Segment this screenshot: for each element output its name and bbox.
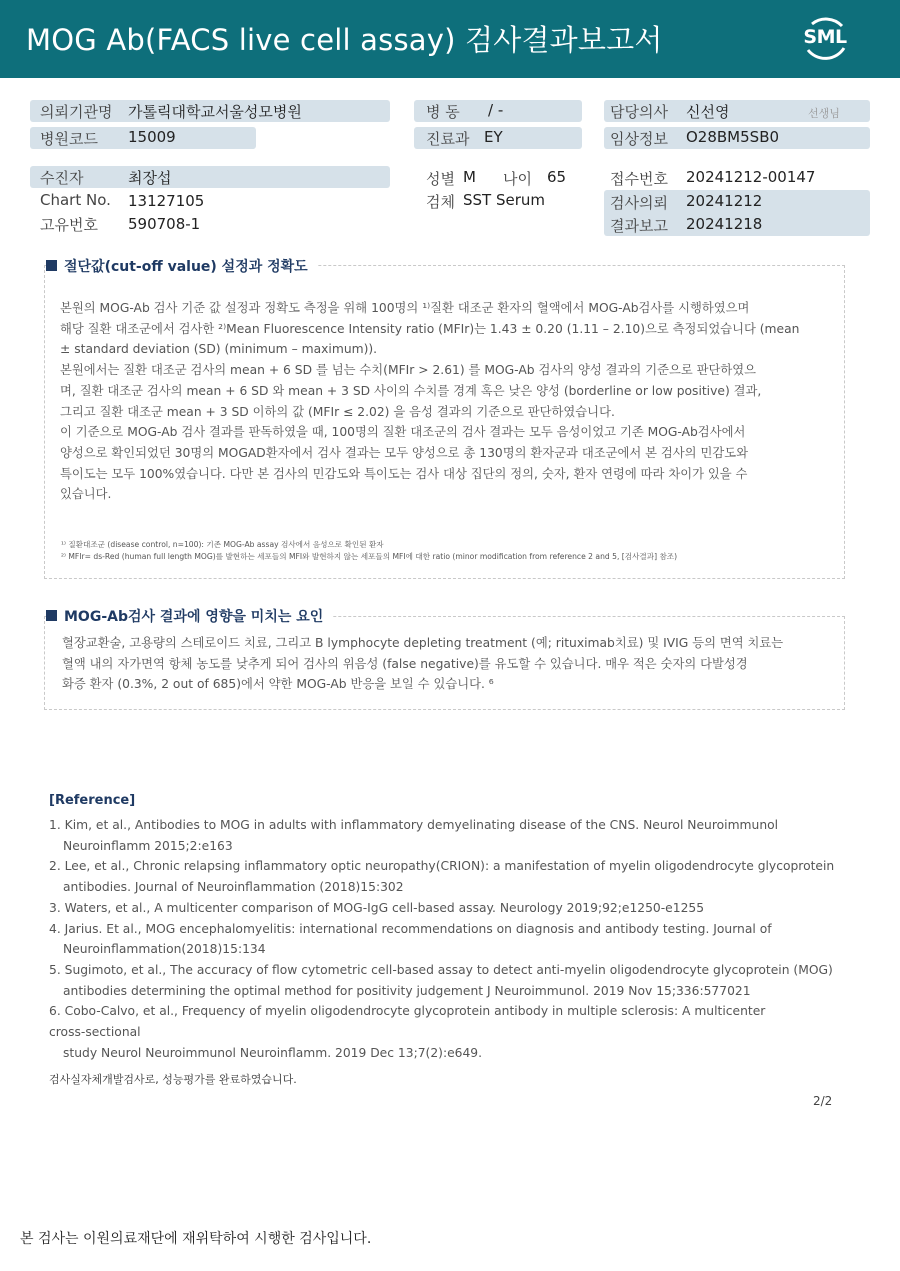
cutoff-section-title — [46, 256, 318, 276]
specimen-value: SST Serum — [463, 191, 546, 209]
reference-line: 3. Waters, et al., A multicenter comparison of MOG-IgG cell-based assay. Neurology 2019;92;e1250-e1255 — [49, 900, 705, 915]
logo-text: SML — [803, 26, 847, 48]
footnote-1: ¹⁾ 질환대조군 (disease control, n=100): 기존 MOG-Ab assay 검사에서 음성으로 확인된 환자 — [61, 540, 384, 549]
body-line: 본원의 MOG-Ab 검사 기준 값 설정과 정확도 측정을 위해 100명의 ¹⁾질환 대조군 환자의 혈액에서 MOG-Ab검사를 시행하였으며 — [60, 301, 750, 315]
unique-label: 고유번호 — [40, 216, 98, 234]
request-label: 검사의뢰 — [610, 194, 668, 212]
reference-line: 1. Kim, et al., Antibodies to MOG in adults with inflammatory demyelinating disease of the CNS. Neurol Neuroimmunol — [49, 818, 779, 832]
cutoff-section-title-text: 절단값(cut-off value) 설정과 정확도 — [64, 259, 308, 275]
age-value: 65 — [547, 168, 567, 186]
institution-label: 의뢰기관명 — [40, 103, 113, 121]
report-title: MOG Ab(FACS live cell assay) 검사결과보고서 — [26, 23, 663, 57]
clinical-info-value: O28BM5SB0 — [686, 128, 780, 146]
body-line: 이 기준으로 MOG-Ab 검사 결과를 판독하였을 때, 100명의 질환 대조군의 검사 결과는 모두 음성이었고 기존 MOG-Ab검사에서 — [60, 425, 746, 440]
sex-label: 성별 — [426, 170, 455, 188]
body-line: 해당 질환 대조군에서 검사한 ²⁾Mean Fluorescence Intensity ratio (MFIr)는 1.43 ± 0.20 (1.11 – 2.10)으로 측정되었습니다 (mean — [60, 321, 800, 336]
specimen-label: 검체 — [426, 193, 455, 211]
body-line: 화증 환자 (0.3%, 2 out of 685)에서 약한 MOG-Ab 반응을 보일 수 있습니다. ⁶ — [62, 677, 494, 692]
square-bullet-icon — [46, 260, 57, 271]
clinical-info-label: 임상정보 — [610, 130, 668, 148]
body-line: 특이도는 모두 100%였습니다. 다만 본 검사의 민감도와 특이도는 검사 대상 집단의 정의, 숫자, 환자 연령에 따라 차이가 있을 수 — [60, 466, 748, 481]
validation-note: 검사실자체개발검사로, 성능평가를 완료하였습니다. — [49, 1073, 297, 1086]
report-label: 결과보고 — [610, 217, 668, 235]
report-value: 20241218 — [686, 215, 763, 233]
patient-label: 수진자 — [40, 169, 84, 187]
doctor-value: 신선영 — [686, 103, 730, 121]
reference-line: 2. Lee, et al., Chronic relapsing inflammatory optic neuropathy(CRION): a manifestation of myelin oligodendrocyte glycoprotein — [49, 859, 835, 874]
department-label: 진료과 — [426, 130, 470, 148]
body-line: 혈장교환술, 고용량의 스테로이드 치료, 그리고 B lymphocyte depleting treatment (예; rituximab치료) 및 IVIG 등의 면역 치료는 — [62, 636, 784, 650]
factors-section-title — [46, 606, 333, 626]
reference-line: study Neurol Neuroimmunol Neuroinflamm. 2019 Dec 13;7(2):e649. — [63, 1045, 483, 1060]
reference-line: antibodies determining the optimal method for positivity judgement J Neuroimmunol. 2019 Nov 15;336:577021 — [63, 983, 751, 998]
reference-title: [Reference] — [49, 793, 136, 808]
body-line: 며, 질환 대조군 검사의 mean + 6 SD 와 mean + 3 SD 사이의 수치를 경계 혹은 낮은 양성 (borderline or low positive) 결과, — [60, 383, 762, 398]
page-number: 2/2 — [813, 1094, 833, 1108]
unique-value: 590708-1 — [128, 215, 201, 233]
department-value: EY — [484, 128, 503, 146]
cutoff-section-body — [60, 298, 799, 505]
patient-row-bg — [30, 166, 390, 188]
reference-line: 4. Jarius. Et al., MOG encephalomyelitis: international recommendations on diagnosis and antibody testing. Journal of — [49, 921, 772, 936]
footer-note: 본 검사는 이원의료재단에 재위탁하여 시행한 검사입니다. — [20, 1231, 372, 1247]
ward-label: 병 동 — [426, 103, 460, 121]
reference-line: Neuroinflammation(2018)15:134 — [63, 942, 266, 957]
doctor-suffix: 선생님 — [808, 107, 840, 120]
ward-value: / - — [488, 101, 504, 119]
body-line: ± standard deviation (SD) (minimum – maximum)). — [60, 342, 378, 357]
sex-value: M — [463, 168, 476, 186]
body-line: 혈액 내의 자가면역 항체 농도를 낮추게 되어 검사의 위음성 (false negative)를 유도할 수 있습니다. 매우 적은 숫자의 다발성경 — [62, 656, 748, 671]
factors-section-body — [62, 633, 783, 695]
reference-line: Neuroinflamm 2015;2:e163 — [63, 838, 233, 853]
request-value: 20241212 — [686, 192, 763, 210]
age-label: 나이 — [503, 170, 532, 188]
hospital-code-value: 15009 — [128, 128, 176, 146]
reference-line: 6. Cobo-Calvo, et al., Frequency of myelin oligodendrocyte glycoprotein antibody in multiple sclerosis: A multicenter — [49, 1004, 766, 1019]
receipt-label: 접수번호 — [610, 170, 668, 188]
patient-value: 최장섭 — [128, 169, 172, 187]
reference-line: antibodies. Journal of Neuroinflammation (2018)15:302 — [63, 880, 404, 895]
chart-label: Chart No. — [40, 191, 111, 209]
doctor-label: 담당의사 — [610, 103, 668, 121]
body-line: 양성으로 확인되었던 30명의 MOGAD환자에서 검사 결과는 모두 양성으로 총 130명의 환자군과 대조군에서 본 검사의 민감도와 — [60, 445, 748, 460]
body-line: 있습니다. — [60, 487, 112, 502]
body-line: 그리고 질환 대조군 mean + 3 SD 이하의 값 (MFIr ≤ 2.02) 을 음성 결과의 기준으로 판단하였습니다. — [60, 404, 615, 419]
factors-section-title-text: MOG-Ab검사 결과에 영향을 미치는 요인 — [64, 609, 324, 625]
report-header — [0, 0, 900, 78]
body-line: 본원에서는 질환 대조군 검사의 mean + 6 SD 를 넘는 수치(MFIr > 2.61) 를 MOG-Ab 검사의 양성 결과의 기준으로 판단하였으 — [60, 363, 757, 378]
reference-list — [49, 815, 834, 1063]
chart-value: 13127105 — [128, 192, 205, 210]
receipt-value: 20241212-00147 — [686, 168, 816, 186]
footnote-2: ²⁾ MFIr= ds-Red (human full length MOG)를 발현하는 세포들의 MFI와 발현하지 않는 세포들의 MFI에 대한 ratio (minor modification from reference 2 and 5, [검사결과] 참조) — [61, 552, 678, 561]
sml-logo — [798, 12, 852, 66]
hospital-code-label: 병원코드 — [40, 130, 98, 148]
institution-value: 가톨릭대학교서울성모병원 — [128, 103, 302, 121]
reference-line: 5. Sugimoto, et al., The accuracy of flow cytometric cell-based assay to detect anti-myelin oligodendrocyte glycoprotein (MOG) — [49, 962, 833, 977]
square-bullet-icon — [46, 610, 57, 621]
reference-line: cross-sectional — [49, 1025, 141, 1040]
